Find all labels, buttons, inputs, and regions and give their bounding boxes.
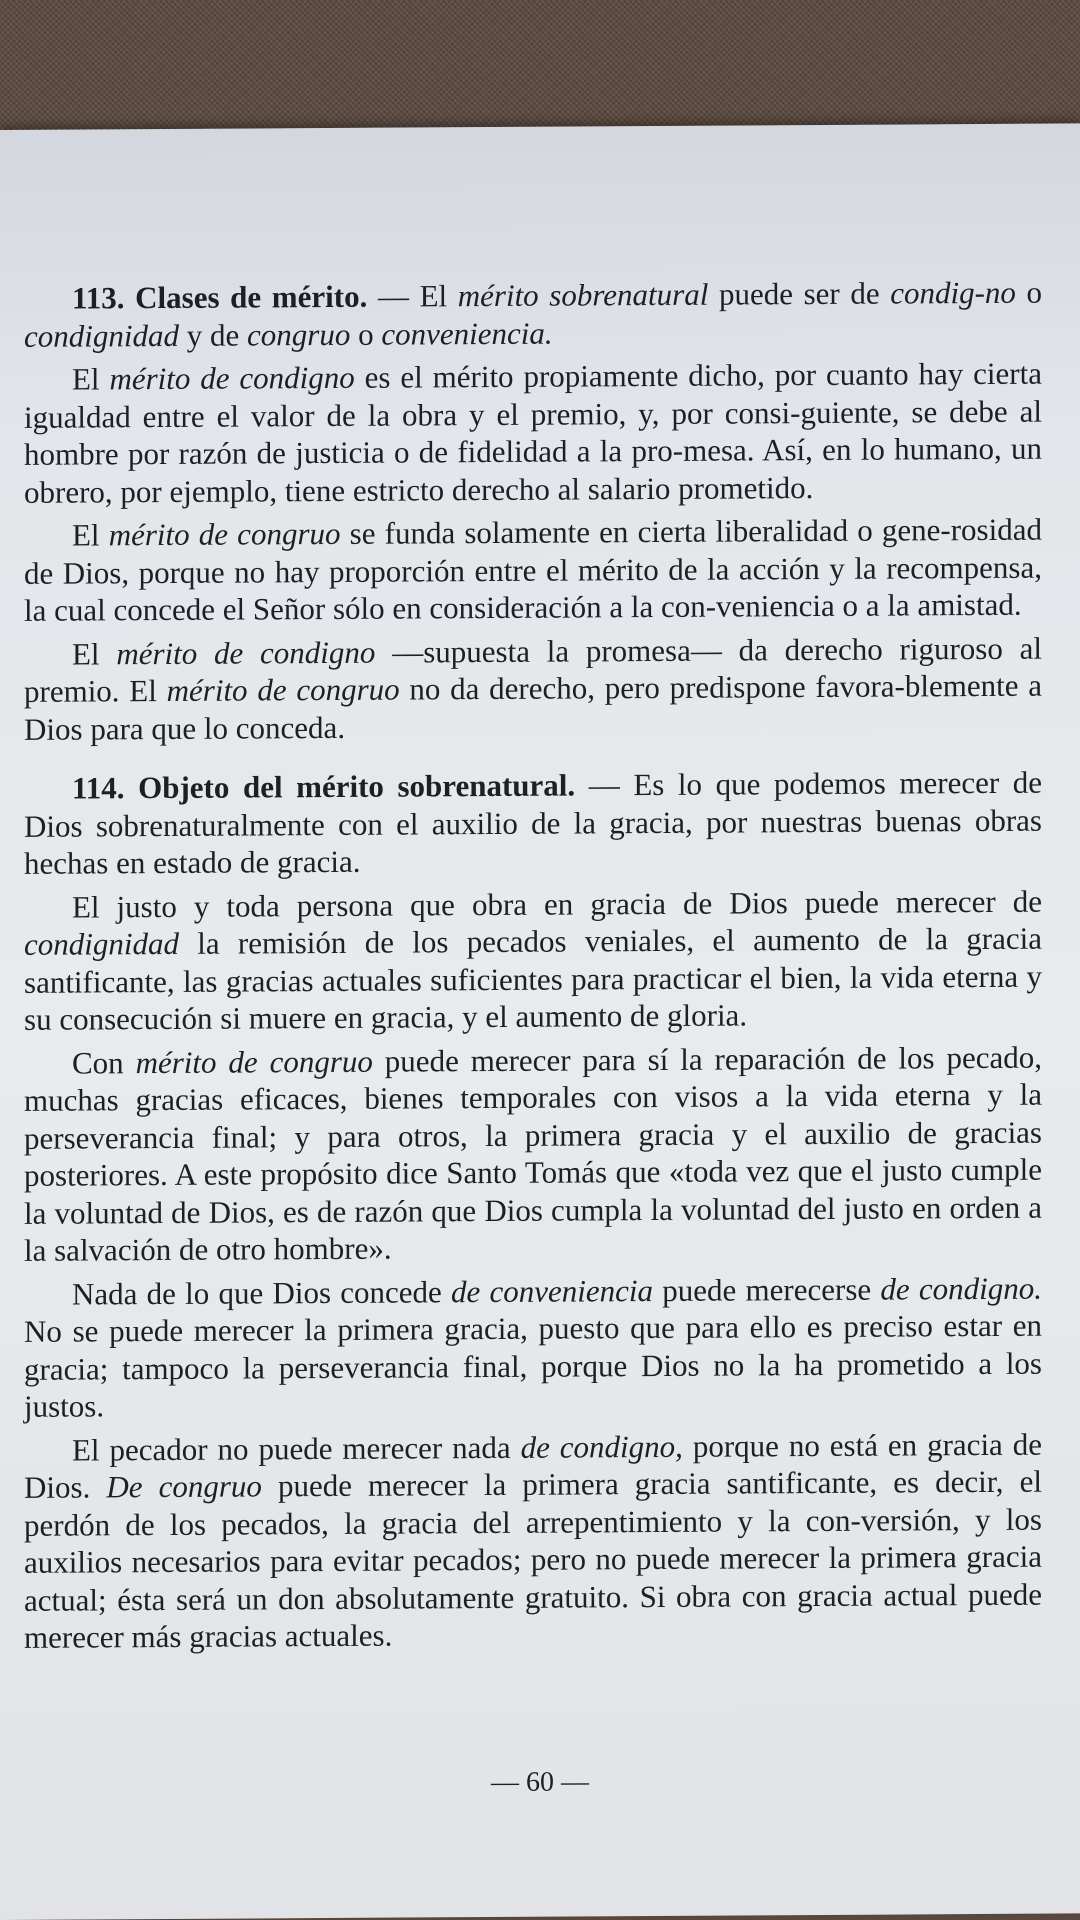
italic-term: condignidad — [24, 925, 179, 962]
text-run: puede merecer la primera gracia santificante, es decir, el perdón de los pecados, la gracia del arrepentimiento y la con-versión, y los auxilios necesarios para evitar pecados; pero no puede merecer la primera gracia actual; ésta será un don absolutamente gratuito. Si obra con gracia actual puede merecer más gracias actuales. — [24, 1463, 1042, 1655]
section-114-paragraph-1 — [24, 764, 1042, 883]
section-114-paragraph-5 — [24, 1425, 1042, 1656]
text-run: o — [350, 316, 382, 352]
text-run: la remisión de los pecados veniales, el aumento de la gracia santificante, las gracias actuales suficientes para practicar el bien, la vida eterna y su consecución si muere en gracia, y el aumento de gloria. — [24, 920, 1042, 1037]
text-run: puede ser de — [708, 275, 891, 312]
text-run: Con — [72, 1044, 136, 1081]
text-run: puede merecer para sí la reparación de los pecado, muchas gracias eficaces, bienes temporales con visos a la vida eterna y la perseverancia final; y para otros, la primera gracia y el auxilio de gracias posteriores. A este propósito dice Santo Tomás que «toda vez que el justo cumple la voluntad de Dios, es de razón que Dios cumpla la voluntad del justo en orden a la salvación de otro hombre». — [24, 1039, 1042, 1268]
italic-term: mérito de congruo — [135, 1043, 373, 1080]
text-run: es el mérito propiamente dicho, por cuanto hay cierta igualdad entre el valor de la obra y el premio, y, por consi-guiente, se debe al hombre por razón de justicia o de fidelidad a la pro-mesa. Así, en lo humano, un obrero, por ejemplo, tiene estricto derecho al salario prometido. — [24, 355, 1042, 510]
section-114-number: 114. — [72, 770, 125, 806]
section-113-title: Clases de mérito. — [135, 278, 368, 316]
text-run: El — [72, 635, 117, 672]
section-113-dash: — — [377, 278, 409, 314]
italic-term: mérito sobrenatural — [457, 276, 709, 314]
section-114-dash: — — [588, 767, 620, 803]
section-113-paragraph-1 — [24, 274, 1042, 355]
text-run: El justo y toda persona que obra en gracia de Dios puede merecer de — [72, 883, 1042, 925]
section-114-paragraph-3 — [24, 1038, 1042, 1269]
page-number: — 60 — — [491, 1766, 589, 1799]
italic-term: de condigno, — [520, 1428, 683, 1465]
section-113 — [24, 274, 1042, 748]
italic-term: conveniencia. — [381, 315, 553, 352]
text-run: se funda solamente en cierta liberalidad o gene-rosidad de Dios, porque no hay proporción entre el mérito de la acción y la recompensa, la cual concede el Señor sólo en consideración a la con-veniencia o a la amistad. — [24, 511, 1042, 628]
section-114-paragraph-4 — [24, 1269, 1042, 1425]
italic-term: condig-no — [890, 274, 1016, 311]
italic-term: de condigno. — [880, 1270, 1043, 1307]
text-run: No se puede merecer la primera gracia, puesto que para ello es preciso estar en gracia; tampoco la perseverancia final, porque Dios no la ha prometido a los justos. — [24, 1307, 1042, 1424]
section-113-paragraph-3 — [24, 511, 1042, 630]
italic-term: de conveniencia — [451, 1272, 654, 1309]
text-run: porque no está en gracia de Dios. — [24, 1426, 1043, 1505]
page-text — [24, 274, 1042, 1663]
text-run: puede merecerse — [653, 1271, 881, 1308]
book-page — [0, 123, 1080, 1920]
text-run: o — [1015, 274, 1043, 310]
text-run: El — [419, 278, 458, 314]
italic-term: mérito de congruo — [108, 515, 341, 553]
section-114 — [24, 764, 1042, 1657]
italic-term: mérito de congruo — [166, 671, 400, 708]
section-114-title: Objeto del mérito sobrenatural. — [138, 767, 576, 806]
text-run: Nada de lo que Dios concede — [72, 1273, 452, 1312]
section-114-paragraph-2 — [24, 882, 1042, 1038]
text-run: —supuesta la promesa— da derecho riguroso al premio. El — [24, 630, 1042, 709]
section-113-paragraph-4 — [24, 629, 1042, 748]
text-run: El — [72, 517, 109, 553]
text-run: no da derecho, pero predispone favora-blemente a Dios para que lo conceda. — [24, 667, 1043, 747]
text-run: El pecador no puede merecer nada — [72, 1429, 521, 1468]
italic-term: congruo — [247, 316, 351, 352]
section-113-number: 113. — [72, 280, 125, 316]
text-run: El — [72, 361, 110, 397]
text-run: Es lo que podemos merecer de Dios sobrenaturalmente con el auxilio de la gracia, por nuestras buenas obras hechas en estado de gracia. — [24, 764, 1043, 881]
italic-term: condignidad — [24, 317, 179, 354]
section-113-paragraph-2 — [24, 355, 1042, 511]
text-run: y de — [179, 316, 248, 353]
italic-term: De congruo — [106, 1468, 262, 1505]
italic-term: mérito de condigno — [109, 359, 355, 397]
italic-term: mérito de condigno — [116, 634, 376, 671]
